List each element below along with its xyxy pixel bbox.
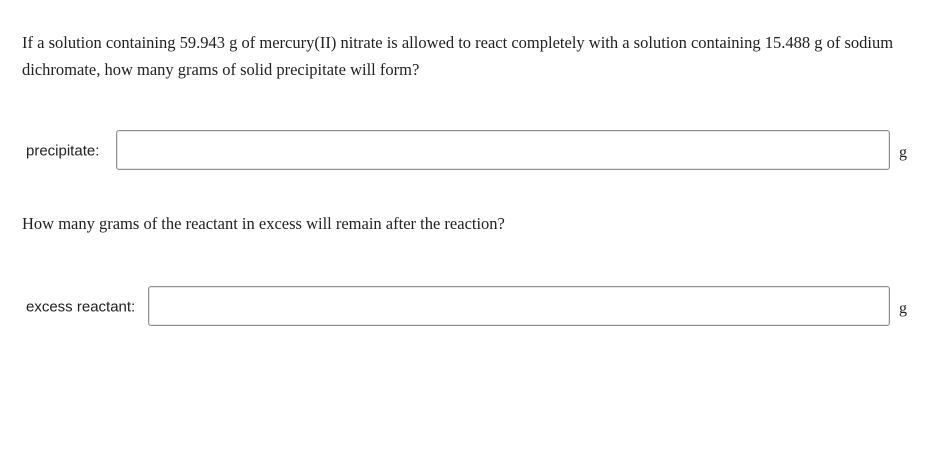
excess-reactant-input[interactable] [148,286,890,326]
excess-reactant-unit-label: g [899,300,907,317]
precipitate-input[interactable] [116,130,890,170]
excess-reactant-answer-row [0,286,928,328]
question-text-precipitate: If a solution containing 59.943 g of mercury(II) nitrate is allowed to react completely with a solution containing 15.488 g of sodium dichromate, how many grams of solid precipitate will form? [22,33,894,79]
question-text-excess-reactant: How many grams of the reactant in excess will remain after the reaction? [22,214,505,233]
precipitate-label: precipitate: [26,142,100,160]
precipitate-unit-label: g [899,144,907,161]
excess-reactant-label: excess reactant: [26,298,136,316]
precipitate-answer-row [0,130,928,172]
